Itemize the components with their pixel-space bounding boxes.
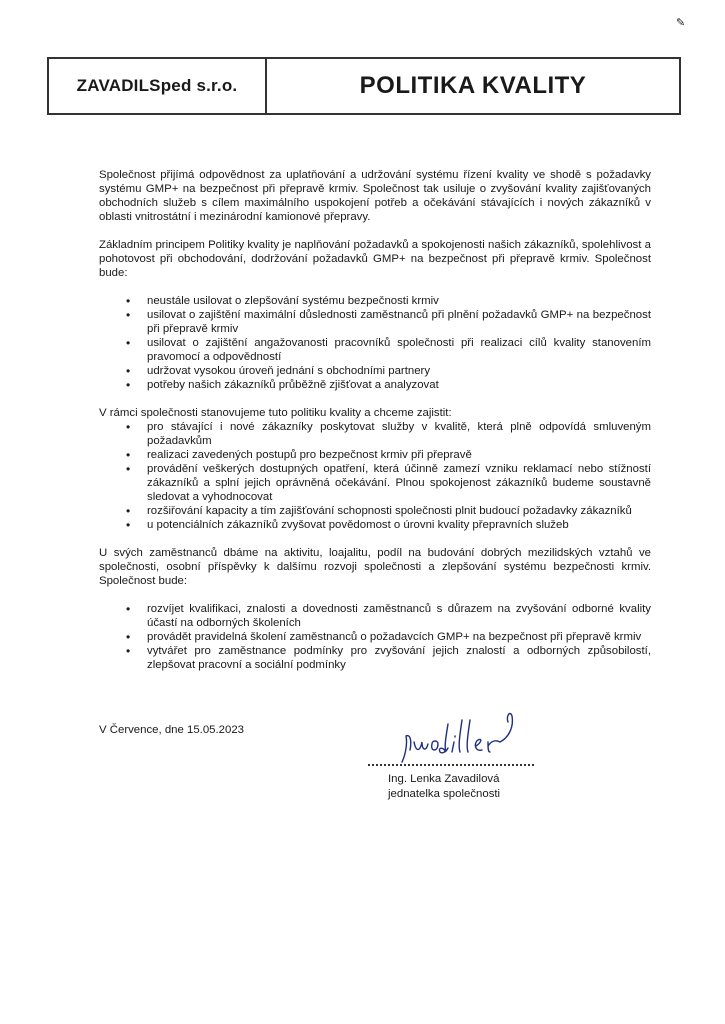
list-item: • udržovat vysokou úroveň jednání s obchodními partnery	[99, 364, 651, 378]
document-title: POLITIKA KVALITY	[359, 72, 587, 99]
corner-mark-icon: ✎	[676, 17, 686, 29]
list-item: • usilovat o zajištění maximální důslednosti zaměstnanců při plnění požadavků GMP+ na bezpečnost při přepravě krmiv	[99, 308, 651, 336]
company-name: ZAVADILSped s.r.o.	[49, 59, 267, 113]
list-item: • u potenciálních zákazníků zvyšovat povědomost o úrovni kvality přepravních služeb	[99, 518, 651, 532]
policy-goals-list	[99, 420, 651, 532]
list-item: • neustále usilovat o zlepšování systému bezpečnosti krmiv	[99, 294, 651, 308]
list-item: • potřeby našich zákazníků průběžně zjišťovat a analyzovat	[99, 378, 651, 392]
list-item: • provádět pravidelná školení zaměstnanců o požadavcích GMP+ na bezpečnost při přepravě krmiv	[99, 630, 651, 644]
list-item: • vytvářet pro zaměstnance podmínky pro zvyšování jejich znalostí a odborných způsobilostí, zlepšovat pracovní a sociální podmínky	[99, 644, 651, 672]
document-header	[47, 57, 681, 115]
company-commitments-list	[99, 294, 651, 392]
policy-intro-paragraph: V rámci společnosti stanovujeme tuto politiku kvality a chceme zajistit:	[99, 407, 452, 419]
list-item: • rozvíjet kvalifikaci, znalosti a dovednosti zaměstnanců s důrazem na zvyšování odborné kvality účastí na odborných školeních	[99, 602, 651, 630]
signer-name: Ing. Lenka Zavadilová	[388, 773, 500, 785]
intro-paragraph: Společnost přijímá odpovědnost za uplatňování a udržování systému řízení kvality ve shodě s požadavky systému GMP+ na bezpečnost při přepravě krmiv. Společnost tak usiluje o zvyšování kvality zajišťovaných obchodních služeb s cílem maximálního uspokojení potřeb a očekávání stávajících i nových zákazníků v oblasti vnitrostátní i mezinárodní kamionové přepravy.	[99, 169, 651, 223]
list-item: • pro stávající i nové zákazníky poskytovat služby v kvalitě, která plně odpovídá smluveným požadavkům	[99, 420, 651, 448]
employee-commitments-list	[99, 602, 651, 672]
document-body	[99, 168, 651, 686]
handwritten-signature	[396, 706, 526, 766]
place-and-date: V Července, dne 15.05.2023	[99, 724, 245, 736]
list-item: • realizaci zavedených postupů pro bezpečnost krmiv při přepravě	[99, 448, 651, 462]
principle-paragraph: Základním principem Politiky kvality je naplňování požadavků a spokojenosti našich zákazníků, spolehlivost a pohotovost při obchodování, dodržování požadavků GMP+ na bezpečnost při přepravě krmiv. Společnost bude:	[99, 239, 651, 279]
signer-role: jednatelka společnosti	[388, 788, 501, 800]
signature-line	[368, 764, 534, 766]
list-item: • usilovat o zajištění angažovanosti pracovníků společnosti při realizaci cílů kvality stanovením pravomocí a odpovědností	[99, 336, 651, 364]
list-item: • rozšiřování kapacity a tím zajišťování schopnosti společnosti plnit budoucí požadavky zákazníků	[99, 504, 651, 518]
employees-paragraph: U svých zaměstnanců dbáme na aktivitu, loajalitu, podíl na budování dobrých mezilidských vztahů ve společnosti, osobní příspěvky k dalšímu rozvoji společnosti a zlepšování systému bezpečnosti krmiv. Společnost bude:	[99, 547, 651, 587]
signer-block	[388, 772, 500, 802]
list-item: • provádění veškerých dostupných opatření, která účinně zamezí vzniku reklamací nebo stížností zákazníků a splní jejich oprávněná očekávání. Plnou spokojenost zákazníků budeme soustavně sledovat a vyhodnocovat	[99, 462, 651, 504]
